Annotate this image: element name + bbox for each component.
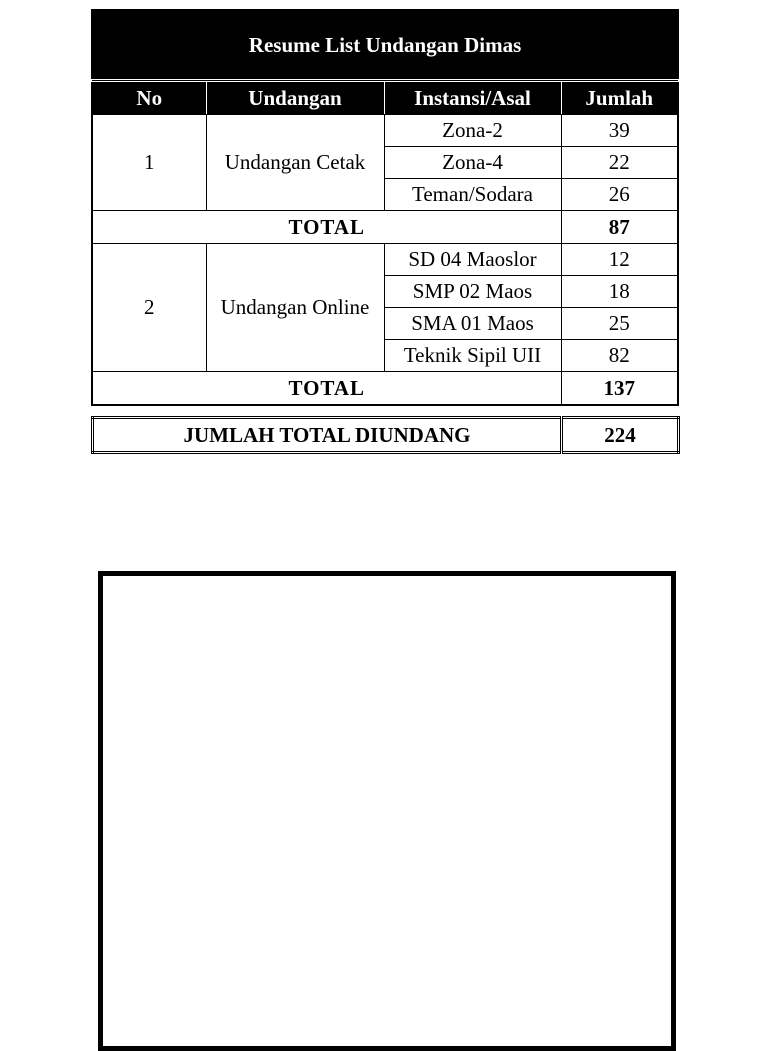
instansi-cell: Zona-4 bbox=[384, 147, 561, 179]
subtotal-label: TOTAL bbox=[92, 372, 561, 406]
header-row bbox=[92, 81, 678, 115]
group-type: Undangan Online bbox=[206, 244, 384, 372]
jumlah-cell: 22 bbox=[561, 147, 678, 179]
group-number: 1 bbox=[92, 115, 206, 211]
empty-frame bbox=[98, 571, 676, 1051]
header-no: No bbox=[92, 81, 206, 115]
instansi-cell: SD 04 Maoslor bbox=[384, 244, 561, 276]
header-instansi: Instansi/Asal bbox=[384, 81, 561, 115]
grand-total-row bbox=[93, 418, 679, 453]
grand-total-value: 224 bbox=[562, 418, 679, 453]
instansi-cell: SMP 02 Maos bbox=[384, 276, 561, 308]
table-title: Resume List Undangan Dimas bbox=[92, 10, 678, 81]
table-row bbox=[92, 244, 678, 276]
subtotal-row bbox=[92, 372, 678, 406]
instansi-cell: Teknik Sipil UII bbox=[384, 340, 561, 372]
table-row bbox=[92, 115, 678, 147]
jumlah-cell: 12 bbox=[561, 244, 678, 276]
instansi-cell: Teman/Sodara bbox=[384, 179, 561, 211]
instansi-cell: Zona-2 bbox=[384, 115, 561, 147]
invitation-summary bbox=[91, 9, 677, 454]
subtotal-value: 87 bbox=[561, 211, 678, 244]
title-row bbox=[92, 10, 678, 81]
grand-total-table bbox=[91, 416, 680, 454]
group-number: 2 bbox=[92, 244, 206, 372]
header-undangan: Undangan bbox=[206, 81, 384, 115]
jumlah-cell: 39 bbox=[561, 115, 678, 147]
subtotal-value: 137 bbox=[561, 372, 678, 406]
group-type: Undangan Cetak bbox=[206, 115, 384, 211]
subtotal-row bbox=[92, 211, 678, 244]
instansi-cell: SMA 01 Maos bbox=[384, 308, 561, 340]
jumlah-cell: 26 bbox=[561, 179, 678, 211]
summary-table bbox=[91, 9, 679, 406]
header-jumlah: Jumlah bbox=[561, 81, 678, 115]
grand-total-label: JUMLAH TOTAL DIUNDANG bbox=[93, 418, 562, 453]
jumlah-cell: 18 bbox=[561, 276, 678, 308]
subtotal-label: TOTAL bbox=[92, 211, 561, 244]
jumlah-cell: 82 bbox=[561, 340, 678, 372]
jumlah-cell: 25 bbox=[561, 308, 678, 340]
